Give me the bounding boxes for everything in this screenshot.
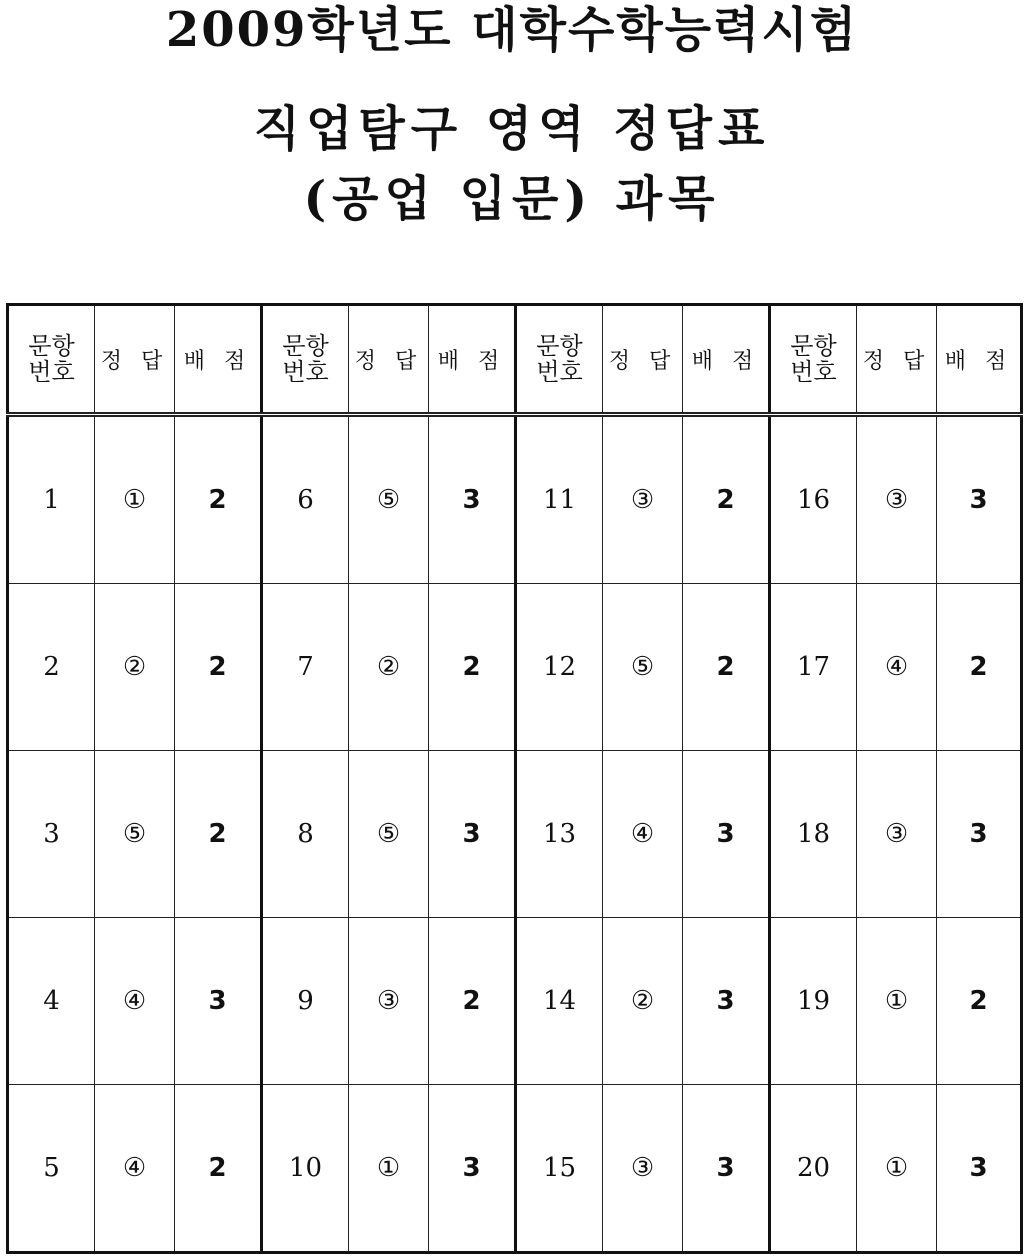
answer-cell: ② <box>95 584 175 751</box>
question-number: 9 <box>262 918 349 1085</box>
question-number: 4 <box>8 918 95 1085</box>
header-score: 배 점 <box>937 305 1022 415</box>
score-cell: 3 <box>429 1085 516 1253</box>
score-cell: 3 <box>937 415 1022 584</box>
answer-key-table <box>6 303 1023 1254</box>
answer-cell: ⑤ <box>95 751 175 918</box>
header-number-line2: 번호 <box>28 358 75 386</box>
subject-title: (공업 입문) 과목 <box>303 171 721 227</box>
header-number-line2: 번호 <box>536 358 583 386</box>
header-number <box>770 305 857 415</box>
question-number: 10 <box>262 1085 349 1253</box>
question-number: 5 <box>8 1085 95 1253</box>
answer-cell: ② <box>603 918 683 1085</box>
score-cell: 3 <box>429 415 516 584</box>
answer-cell: ③ <box>349 918 429 1085</box>
question-number: 14 <box>516 918 603 1085</box>
header-number-line2: 번호 <box>790 358 837 386</box>
question-number: 15 <box>516 1085 603 1253</box>
header-score: 배 점 <box>429 305 516 415</box>
score-cell: 3 <box>175 918 262 1085</box>
score-cell: 3 <box>937 751 1022 918</box>
header-number <box>516 305 603 415</box>
answer-cell: ④ <box>857 584 937 751</box>
score-cell: 2 <box>175 751 262 918</box>
header-number-line1: 문항 <box>282 332 329 360</box>
score-cell: 2 <box>683 584 770 751</box>
score-cell: 2 <box>937 918 1022 1085</box>
table-body <box>8 415 1022 1253</box>
question-number: 7 <box>262 584 349 751</box>
question-number: 12 <box>516 584 603 751</box>
score-cell: 2 <box>175 1085 262 1253</box>
answer-cell: ③ <box>857 751 937 918</box>
answer-cell: ⑤ <box>349 415 429 584</box>
question-number: 17 <box>770 584 857 751</box>
question-number: 3 <box>8 751 95 918</box>
score-cell: 3 <box>683 751 770 918</box>
answer-cell: ① <box>857 918 937 1085</box>
page-subtitle: 직업탐구 영역 정답표 <box>253 101 771 157</box>
header-number-line1: 문항 <box>28 332 75 360</box>
score-cell: 2 <box>683 415 770 584</box>
question-number: 6 <box>262 415 349 584</box>
table-header <box>8 305 1022 415</box>
header-answer: 정 답 <box>95 305 175 415</box>
header-score: 배 점 <box>683 305 770 415</box>
question-number: 16 <box>770 415 857 584</box>
header-row <box>8 305 1022 415</box>
header-number <box>262 305 349 415</box>
header-answer: 정 답 <box>349 305 429 415</box>
table-row <box>8 584 1022 751</box>
answer-cell: ④ <box>95 918 175 1085</box>
score-cell: 3 <box>429 751 516 918</box>
page-title: 2009학년도 대학수학능력시험 <box>165 2 859 58</box>
answer-cell: ② <box>349 584 429 751</box>
table-row <box>8 751 1022 918</box>
question-number: 8 <box>262 751 349 918</box>
answer-cell: ① <box>349 1085 429 1253</box>
score-cell: 2 <box>175 584 262 751</box>
question-number: 13 <box>516 751 603 918</box>
question-number: 20 <box>770 1085 857 1253</box>
answer-cell: ④ <box>603 751 683 918</box>
score-cell: 2 <box>937 584 1022 751</box>
header-number-line1: 문항 <box>536 332 583 360</box>
header-score: 배 점 <box>175 305 262 415</box>
table-row <box>8 1085 1022 1253</box>
question-number: 1 <box>8 415 95 584</box>
header-answer: 정 답 <box>857 305 937 415</box>
question-number: 18 <box>770 751 857 918</box>
header-number-line2: 번호 <box>282 358 329 386</box>
score-cell: 2 <box>429 918 516 1085</box>
score-cell: 3 <box>937 1085 1022 1253</box>
score-cell: 2 <box>175 415 262 584</box>
answer-cell: ③ <box>603 1085 683 1253</box>
question-number: 11 <box>516 415 603 584</box>
score-cell: 3 <box>683 918 770 1085</box>
answer-cell: ③ <box>857 415 937 584</box>
answer-cell: ④ <box>95 1085 175 1253</box>
score-cell: 3 <box>683 1085 770 1253</box>
answer-cell: ⑤ <box>603 584 683 751</box>
answer-cell: ③ <box>603 415 683 584</box>
table-row <box>8 415 1022 584</box>
answer-cell: ① <box>95 415 175 584</box>
question-number: 2 <box>8 584 95 751</box>
answer-cell: ⑤ <box>349 751 429 918</box>
header-number <box>8 305 95 415</box>
header-number-line1: 문항 <box>790 332 837 360</box>
header-answer: 정 답 <box>603 305 683 415</box>
answer-cell: ① <box>857 1085 937 1253</box>
score-cell: 2 <box>429 584 516 751</box>
table-row <box>8 918 1022 1085</box>
question-number: 19 <box>770 918 857 1085</box>
